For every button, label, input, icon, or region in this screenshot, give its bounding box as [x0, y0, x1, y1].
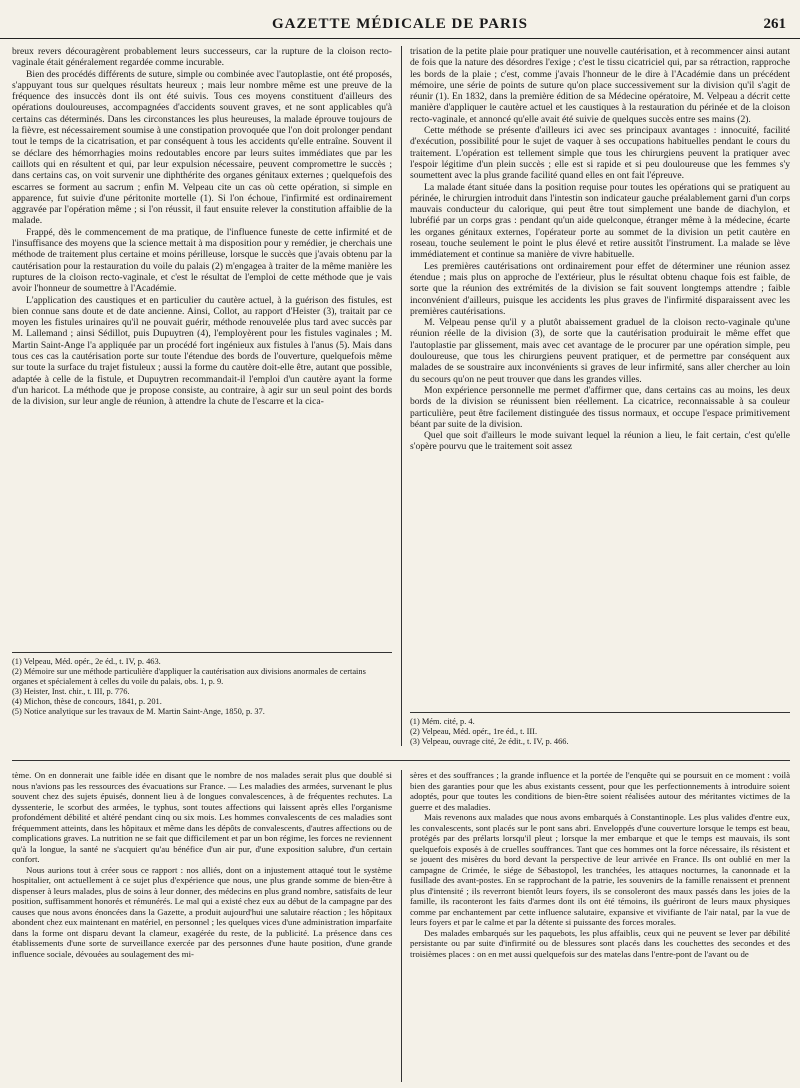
paragraph: Quel que soit d'ailleurs le mode suivant lequel la réunion a lieu, le fait certain, c'est qu'elle s'opère pourvu que le traitement soit assez — [410, 430, 790, 453]
page-number: 261 — [763, 16, 786, 32]
paragraph: L'application des caustiques et en particulier du cautère actuel, à la guérison des fistules, est bien connue sans doute et de date ancienne. Ainsi, Collot, au rapport d'Heister (3), traitait par ce moyen les fistules urinaires qu'il ne pouvait guérir, méthode renouvelée plus tard avec succès par M. Lallemand ; ainsi Sédillot, puis Dupuytren (4), l'employèrent pour les fistules vaginales ; M. Martin Saint-Ange l'a appliquée par un procédé fort ingénieux aux fistules à l'anus (5). Mais dans tous ces cas la cautérisation porte sur toute l'étendue des bords de l'ouverture, quelquefois même sur toute la surface du trajet fistuleux ; aussi la forme du cautère doit-elle être, autant que possible, adaptée à celle de la fistule, et Dupuytren recommandait-il l'emploi d'un cautère ayant la forme d'un haricot. La méthode que je propose consiste, au contraire, à agir sur un seul point des bords de la division, sur leur angle de réunion, à attendre la chute de l'escarre et la cica- — [12, 294, 392, 408]
footnote: (2) Velpeau, Méd. opér., 1re éd., t. III. — [410, 727, 538, 736]
column-divider — [401, 770, 402, 1082]
paragraph: M. Velpeau pense qu'il y a plutôt abaissement graduel de la cloison recto-vaginale qu'une réunion réelle de la division (3), de sorte que la cautérisation produirait le même effet que l'autoplastie par glissement, mais avec cet avantage de le procurer par une opération simple, peu douloureuse, que tous les chirurgiens peuvent pratiquer, et de permettre par conséquent aux malades de se soustraire aux inconvénients si graves de leur infirmité, sans aller chercher au loin du secours qu'on ne peut trouver que dans les grandes villes. — [410, 317, 790, 385]
paragraph: Frappé, dès le commencement de ma pratique, de l'influence funeste de cette infirmité et de l'insuffisance des moyens que la science mettait à ma disposition pour y remédier, je cherchais une méthode de traitement plus certaine et moins périlleuse, lorsque le succès que j'avais obtenu par la cautérisation pour la restauration du voile du palais (2) m'engagea à traiter de la même manière les ruptures de la cloison recto-vaginale, et c'est le résultat de l'emploi de cette méthode que je vais avoir l'honneur de soumettre à l'Académie. — [12, 226, 392, 295]
paragraph: breux revers découragèrent probablement leurs successeurs, car la rupture de la cloison recto-vaginale était généralement regardée comme incurable. — [12, 46, 392, 69]
top-right-column — [410, 46, 790, 701]
page-header — [0, 10, 800, 39]
paragraph: Mais revenons aux malades que nous avons embarqués à Constantinople. Les plus valides d'entre eux, les convalescents, sont placés sur le pont sans abri. Enveloppés d'une couverture lorsque le temps est beau, protégés par des prélarts lorsqu'il pleut ; lorsque la mer embarque et que le temps est mauvais, ils sont quelquefois exposés à de cruelles souffrances. Tant que ces hommes ont la force nécessaire, ils résistent et se jouent des misères du bord devant la perspective de leur arrivée en France. Ils ont oublié en mer la campagne de Crimée, le siége de Sébastopol, les tranchées, les attaques nocturnes, la canonnade et la fusillade des avant-postes. En se rapprochant de la patrie, les souvenirs de la famille renaissent et prennent plus d'intensité ; ils reverront bientôt leurs foyers, ils se consoleront des maux passés dans les joies de la famille, ils raconteront les faits d'armes dont ils ont été témoins, ils guériront de leurs maux physiques comme par enchantement par cette influence salutaire, expansive et vivifiante de l'air natal, par la vue de leurs foyers et par le calme et par la détente si puissante des forces morales. — [410, 812, 790, 927]
bottom-left-column — [12, 770, 392, 1082]
bottom-right-column — [410, 770, 790, 1082]
paragraph: Bien des procédés différents de suture, simple ou combinée avec l'autoplastie, ont été proposés, s'appuyant tous sur quelques résultats heureux ; mais leur nombre même est une preuve de la fréquence des insuccès dont ils ont été suivis. Tous ces moyens constituent d'ailleurs des opérations douloureuses, accompagnées d'accidents souvent graves, et ne sont applicables qu'à certains cas déterminés. Dans les circonstances les plus heureuses, la malade éprouve toujours de la fièvre, est nécessairement soumise à une constipation provoquée que l'on doit prolonger pendant tout le temps de la cicatrisation, et par conséquent à tous les accidents qu'elle entraîne. Souvent il se déclare des hémorrhagies moins redoutables encore par leurs suites immédiates que par les caillots qui en résultent et qui, par leur expulsion nécessaire, peuvent compromettre le succès ; dans certains cas, on voit survenir une diphthérite des organes génitaux externes ; quelquefois des escarres se forment au sacrum ; enfin M. Velpeau cite un cas où cette opération, si simple en apparence, fut suivie d'une péritonite mortelle (1). Si l'on échoue, l'infirmité est ordinairement aggravée par l'opération même ; si l'on réussit, il faut ensuite relever la constitution affaiblie de la malade. — [12, 68, 392, 227]
footnote: (3) Heister, Inst. chir., t. III, p. 776. — [12, 687, 130, 696]
paragraph: La malade étant située dans la position requise pour toutes les opérations qui se pratiquent au périnée, le chirurgien introduit dans l'intestin son indicateur gauche préalablement garni d'un corps mauvais conducteur du calorique, qui peut être tout simplement une bande de diachylon, et lubréfié par un corps gras : pendant qu'un aide quelconque, étranger même à la médecine, écarte les organes génitaux externes, l'opérateur porte au sommet de la division un petit cautère en roseau, touche seulement le point le plus élevé et retire aussitôt l'instrument. La malade se lève immédiatement et continue sa manière de vivre habituelle. — [410, 181, 790, 261]
footnotes-right — [410, 712, 790, 755]
paragraph: Des malades embarqués sur les paquebots, les plus affaiblis, ceux qui ne peuvent se lever par débilité persistante ou par suite d'infirmité ou de blessures sont placés dans les couchettes des secondes et des troisièmes places : on en met aussi quelquefois sur des matelas dans l'entre-pont de l'avant ou de — [410, 927, 790, 959]
journal-title: GAZETTE MÉDICALE DE PARIS — [271, 16, 528, 32]
footnotes-left — [12, 652, 392, 751]
top-left-column — [12, 46, 392, 646]
footnote: (4) Michon, thèse de concours, 1841, p. 201. — [12, 697, 162, 706]
paragraph: Mon expérience personnelle me permet d'affirmer que, dans certains cas au moins, les deux bords de la division se réunissent bien réellement. La cicatrice, reconnaissable à sa couleur particulière, peut être facilement distinguée des tissus normaux, et occupe l'espace primitivement béant par suite de la division. — [410, 384, 790, 430]
paragraph: trisation de la petite plaie pour pratiquer une nouvelle cautérisation, et à recommencer ainsi autant de fois que la nature des désordres l'exige ; c'est le tissu cicatriciel qui, par sa rétraction, rapproche les bords de la plaie ; c'est, comme j'avais l'honneur de le dire à l'Académie dans un précédent mémoire, une série de points de suture qu'on place successivement sur la division qu'il s'agit de réunir (1). En 1832, dans la première édition de sa Médecine opératoire, M. Velpeau a décrit cette manière d'appliquer le cautère actuel et les caustiques à la restauration du périnée et de la cloison recto-vaginale, et annoncé qu'elle avait été suivie de quelques succès entre ses mains (2). — [410, 46, 790, 125]
paragraph: Les premières cautérisations ont ordinairement pour effet de déterminer une réunion assez étendue ; mais plus on approche de l'extérieur, plus le résultat obtenu chaque fois est faible, de sorte que la réunion des extrémités de la division se fait souvent longtemps attendre ; faible inconvénient d'ailleurs, puisque les accidents les plus graves de l'infirmité disparaissent avec les premières cautérisations. — [410, 260, 790, 317]
column-divider — [401, 46, 402, 746]
footnote: (2) Mémoire sur une méthode particulière d'appliquer la cautérisation aux divisions anormales de certains organes et spécialement à celles du voile du palais, obs. 1, p. 9. — [12, 667, 366, 686]
footnote: (5) Notice analytique sur les travaux de M. Martin Saint-Ange, 1850, p. 37. — [12, 707, 265, 716]
footnote: (1) Mém. cité, p. 4. — [410, 717, 475, 726]
section-separator — [12, 760, 790, 761]
footnote: (1) Velpeau, Méd. opér., 2e éd., t. IV, p. 463. — [12, 657, 161, 666]
paragraph: Nous aurions tout à créer sous ce rapport : nos alliés, dont on a injustement attaqué tout le système hospitalier, ont actuellement à ce sujet plus d'expérience que nous, une plus grande somme de bien-être à dispenser à leurs malades, plus de soins à leur donner, des médecins en plus grand nombre, satisfaits de leur position, suffisamment honorés et rémunérés. Le mal qui a existé chez eux au début de la campagne par des causes que nous avons énoncées dans la Gazette, a produit aujourd'hui une salutaire réaction ; les hôpitaux abondent chez eux maintenant en matériel, en personnel ; les quelques vices d'une administration imparfaite dans la forme ont disparu devant la clameur, exagérée du reste, de la publicité. La présence dans ces établissements d'une sorte de surveillance exercée par des personnes d'une haute position, d'une grande influence sociale, dévouées au soulagement des mi- — [12, 864, 392, 959]
footnote: (3) Velpeau, ouvrage cité, 2e édit., t. IV, p. 466. — [410, 737, 569, 746]
paragraph: sères et des souffrances ; la grande influence et la portée de l'enquête qui se poursuit en ce moment : voilà bien des garanties pour que les abus existants cessent, pour que les perfectionnements à introduire soient adoptés, pour que toutes les conditions de bien-être soient réalisées autour des méritantes victimes de la guerre et des maladies. — [410, 770, 790, 812]
paragraph: tème. On en donnerait une faible idée en disant que le nombre de nos malades serait plus que doublé si nous n'avions pas les ressources des évacuations sur France. — Les maladies des armées, survenant le plus souvent chez des sujets épuisés, donnent lieu à de longues convalescences, à de fréquentes rechutes. La dyssenterie, le scorbut des armées, le typhus, sont toutes affections qui laissent après elles l'organisme profondément débilité et altéré pendant cinq ou six mois. Les hommes convalescents de ces maladies sont fréquemment atteints, dans les hôpitaux et même dans les dépôts de convalescents, d'autres affections ou de complications graves. La nutrition ne se fait que difficilement et par un bon régime, les forces ne reviennent qu'à la longue, la santé ne s'acquiert qu'au bénéfice d'un air pur, d'une exposition salubre, d'un certain confort. — [12, 770, 392, 864]
paragraph: Cette méthode se présente d'ailleurs ici avec ses principaux avantages : innocuité, facilité d'exécution, possibilité pour le sujet de vaquer à ses occupations habituelles pendant le cours du traitement. L'opération est tellement simple que tous les chirurgiens peuvent la pratiquer avec l'espoir légitime d'un plein succès ; elle est si rapide et si peu douloureuse que les femmes s'y soumettent avec la plus grande facilité quand elles en ont fait l'épreuve. — [410, 125, 790, 182]
